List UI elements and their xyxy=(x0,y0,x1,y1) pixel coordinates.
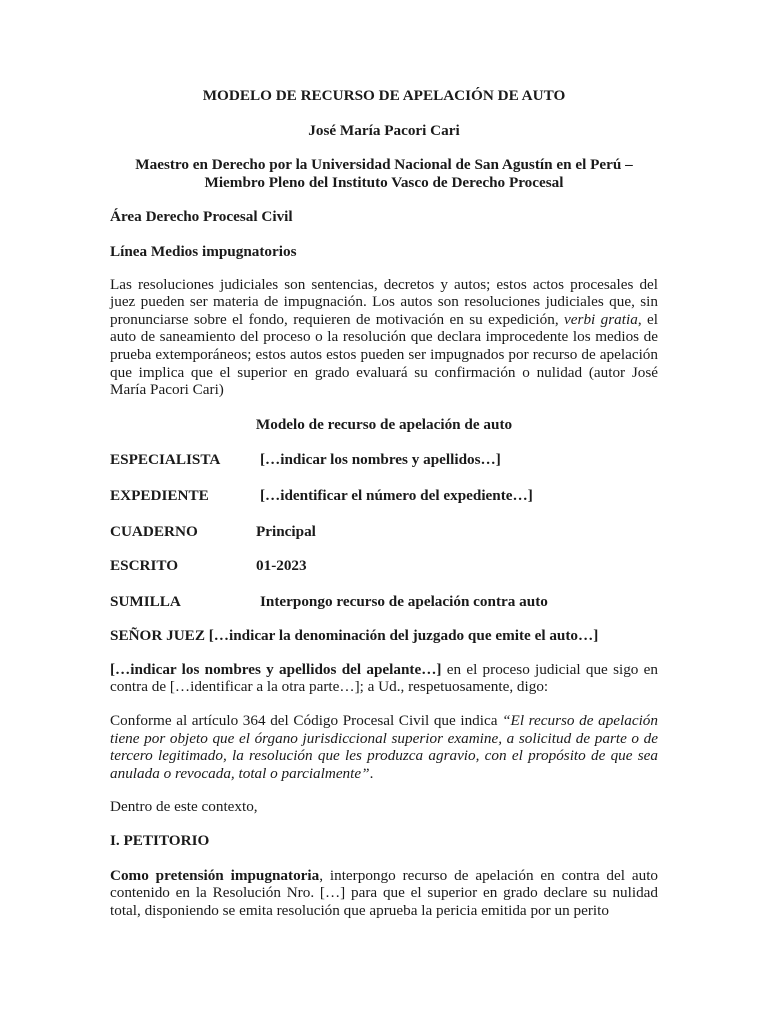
credentials-line-2: Miembro Pleno del Instituto Vasco de Derecho Procesal xyxy=(204,173,564,191)
conforme-paragraph xyxy=(110,712,658,782)
field-value: […identificar el número del expediente…] xyxy=(260,486,533,504)
apelante-text: en el proceso judicial que sigo en contra de […identificar a la otra parte…]; a Ud., respetuosamente, digo: xyxy=(110,660,658,696)
field-especialista xyxy=(110,451,658,469)
field-label: CUADERNO xyxy=(110,522,198,540)
senor-juez: SEÑOR JUEZ […indicar la denominación del juzgado que emite el auto…] xyxy=(110,627,599,645)
petitorio-heading: I. PETITORIO xyxy=(110,832,210,850)
conforme-text: Conforme al artículo 364 del Código Procesal Civil que indica xyxy=(110,712,503,730)
author-credentials xyxy=(110,156,658,191)
linea-heading: Línea Medios impugnatorios xyxy=(110,242,297,260)
field-label: ESCRITO xyxy=(110,557,179,575)
intro-text-1: Las resoluciones judiciales son sentencias, decretos y autos; estos actos procesales del juez pueden ser materia de impugnación. Los autos son resoluciones judiciales que, sin pronunciarse sobre el fondo, requieren de motivación en su expedición, xyxy=(110,275,658,328)
apelante-name: […indicar los nombres y apellidos del apelante…] xyxy=(110,660,442,678)
conforme-end: . xyxy=(369,764,374,782)
model-heading: Modelo de recurso de apelación de auto xyxy=(255,415,513,433)
area-heading: Área Derecho Procesal Civil xyxy=(110,208,293,226)
field-value: Interpongo recurso de apelación contra auto xyxy=(260,592,548,610)
field-value: […indicar los nombres y apellidos…] xyxy=(260,451,501,469)
field-label: SUMILLA xyxy=(110,592,181,610)
field-value: 01-2023 xyxy=(256,557,307,575)
dentro-paragraph: Dentro de este contexto, xyxy=(110,798,258,816)
intro-paragraph xyxy=(110,276,658,399)
pretension-text: , interpongo recurso de apelación en contra del auto contenido en la Resolución Nro. […] para que el superior en grado declare su nulidad total, disponiendo se emita resolución que aprueba la pericia emitida por un perito xyxy=(110,866,659,919)
intro-text-2: , el auto de saneamiento del proceso o la resolución que declara improcedente los medios de prueba extemporáneos; estos autos estos pueden ser impugnados por recurso de apelación que implica que el superior en grado evaluará su confirmación o nulidad (autor José María Pacori Cari) xyxy=(110,310,658,399)
intro-italic: verbi gratia xyxy=(564,310,638,328)
field-value: Principal xyxy=(256,522,316,540)
field-escrito xyxy=(110,557,658,575)
author-name: José María Pacori Cari xyxy=(308,121,460,139)
pretension-bold: Como pretensión impugnatoria xyxy=(110,866,320,884)
field-sumilla xyxy=(110,593,658,611)
field-expediente xyxy=(110,487,658,505)
document-page xyxy=(110,80,658,919)
field-label: EXPEDIENTE xyxy=(110,486,209,504)
conforme-quote: “El recurso de apelación tiene por objeto que el órgano jurisdiccional superior examine, a solicitud de parte o de tercero legitimado, la resolución que les produzca agravio, con el propósito de que sea anulada o revocada, total o parcialmente” xyxy=(110,712,658,782)
field-cuaderno xyxy=(110,523,658,541)
credentials-line-1: Maestro en Derecho por la Universidad Nacional de San Agustín en el Perú – xyxy=(135,156,633,174)
field-label: ESPECIALISTA xyxy=(110,451,221,469)
apelante-paragraph xyxy=(110,661,658,696)
pretension-paragraph xyxy=(110,867,658,920)
document-title: MODELO DE RECURSO DE APELACIÓN DE AUTO xyxy=(202,87,566,104)
